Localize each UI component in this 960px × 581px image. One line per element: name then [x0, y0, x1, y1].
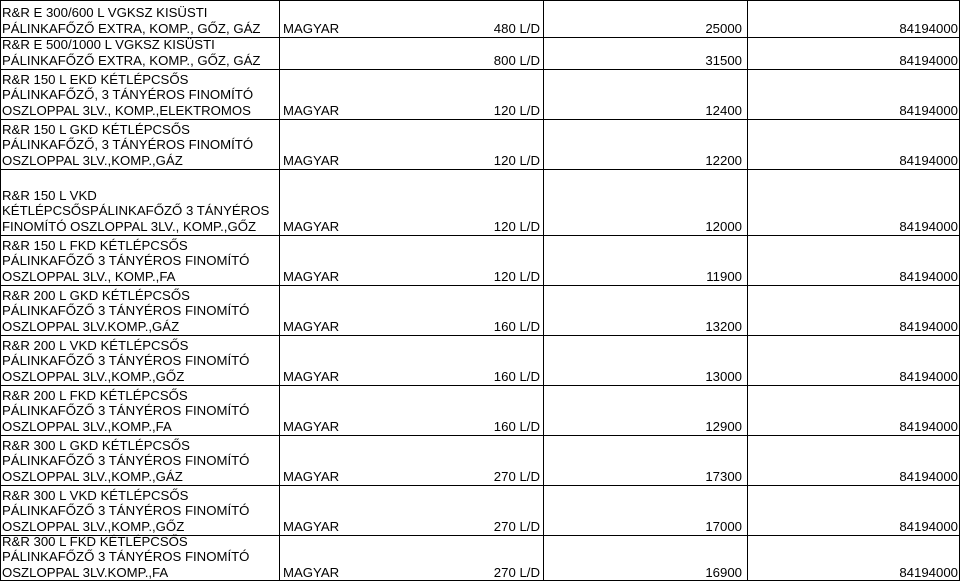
product-name-line: PÁLINKAFŐZŐ 3 TÁNYÉROS FINOMÍTÓ	[2, 253, 250, 268]
product-name-cell	[2, 238, 277, 285]
capacity-cell: 270 L/D	[493, 468, 540, 484]
origin-cell: MAGYAR	[283, 20, 340, 36]
capacity-cell: 120 L/D	[493, 102, 540, 118]
table-row	[0, 485, 960, 535]
price-cell: 12900	[705, 418, 742, 434]
capacity-cell: 120 L/D	[493, 152, 540, 168]
origin-cell: MAGYAR	[283, 368, 340, 384]
product-name-line: R&R 150 L EKD KÉTLÉPCSŐS	[2, 71, 189, 87]
product-name-line: PÁLINKAFŐZŐ EXTRA, KOMP., GŐZ, GÁZ	[2, 52, 261, 68]
product-name-line: OSZLOPPAL 3LV., KOMP.,FA	[2, 268, 176, 284]
origin-cell: MAGYAR	[283, 218, 340, 234]
product-name-line: R&R E 500/1000 L VGKSZ KISÜSTI	[2, 37, 215, 52]
product-name-line: OSZLOPPAL 3LV.KOMP.,FA	[2, 564, 169, 580]
product-name-line: OSZLOPPAL 3LV.,KOMP.,GÁZ	[2, 468, 183, 484]
product-name-line: R&R 300 L GKD KÉTLÉPCSŐS	[2, 437, 190, 453]
price-cell: 12400	[705, 102, 742, 118]
product-name-cell	[2, 438, 277, 485]
origin-cell: MAGYAR	[283, 318, 340, 334]
product-name-line: R&R 150 L VKD	[2, 187, 97, 203]
price-cell: 12000	[705, 218, 742, 234]
table-row	[0, 535, 960, 581]
origin-cell: MAGYAR	[283, 152, 340, 168]
product-name-cell	[2, 188, 277, 235]
customs-code-cell: 84194000	[899, 218, 958, 234]
product-name-cell	[2, 5, 277, 36]
product-name-line: PÁLINKAFŐZŐ 3 TÁNYÉROS FINOMÍTÓ	[2, 303, 250, 318]
origin-cell: MAGYAR	[283, 268, 340, 284]
product-name-line: PÁLINKAFŐZŐ EXTRA, KOMP., GŐZ, GÁZ	[2, 20, 261, 36]
customs-code-cell: 84194000	[899, 102, 958, 118]
capacity-cell: 270 L/D	[493, 564, 540, 580]
origin-cell: MAGYAR	[283, 468, 340, 484]
table-row	[0, 385, 960, 435]
origin-cell: MAGYAR	[283, 564, 340, 580]
origin-cell: MAGYAR	[283, 518, 340, 534]
product-name-line: OSZLOPPAL 3LV.KOMP.,GÁZ	[2, 318, 180, 334]
product-name-line: PÁLINKAFŐZŐ 3 TÁNYÉROS FINOMÍTÓ	[2, 353, 250, 368]
product-name-line: R&R E 300/600 L VGKSZ KISÜSTI	[2, 5, 208, 20]
capacity-cell: 160 L/D	[493, 418, 540, 434]
table-row	[0, 37, 960, 69]
product-name-cell	[2, 388, 277, 435]
product-name-line: R&R 200 L GKD KÉTLÉPCSŐS	[2, 287, 190, 303]
product-name-line: R&R 150 L FKD KÉTLÉPCSŐS	[2, 237, 188, 253]
product-name-cell	[2, 288, 277, 335]
product-name-cell	[2, 534, 277, 581]
price-cell: 13200	[705, 318, 742, 334]
product-name-line: R&R 200 L VKD KÉTLÉPCSŐS	[2, 337, 189, 353]
capacity-cell: 480 L/D	[493, 20, 540, 36]
product-name-line: PÁLINKAFŐZŐ 3 TÁNYÉROS FINOMÍTÓ	[2, 403, 250, 418]
product-name-line: PÁLINKAFŐZŐ, 3 TÁNYÉROS FINOMÍTÓ	[2, 137, 254, 152]
table-row	[0, 335, 960, 385]
product-name-line: PÁLINKAFŐZŐ 3 TÁNYÉROS FINOMÍTÓ	[2, 503, 250, 518]
product-name-line: R&R 150 L GKD KÉTLÉPCSŐS	[2, 121, 190, 137]
customs-code-cell: 84194000	[899, 468, 958, 484]
product-name-line: R&R 200 L FKD KÉTLÉPCSŐS	[2, 387, 188, 403]
table-row	[0, 169, 960, 235]
origin-cell: MAGYAR	[283, 102, 340, 118]
product-name-line: OSZLOPPAL 3LV.,KOMP.,GŐZ	[2, 518, 185, 534]
price-cell: 13000	[705, 368, 742, 384]
table-row	[0, 119, 960, 169]
price-cell: 11900	[706, 268, 742, 284]
customs-code-cell: 84194000	[899, 418, 958, 434]
origin-cell: MAGYAR	[283, 418, 340, 434]
customs-code-cell: 84194000	[899, 564, 958, 580]
table-row	[0, 235, 960, 285]
capacity-cell: 120 L/D	[493, 268, 540, 284]
product-name-line: R&R 300 L VKD KÉTLÉPCSŐS	[2, 487, 189, 503]
product-name-line: OSZLOPPAL 3LV., KOMP.,ELEKTROMOS	[2, 102, 251, 118]
product-name-cell	[2, 488, 277, 535]
product-name-cell	[2, 122, 277, 169]
customs-code-cell: 84194000	[899, 518, 958, 534]
capacity-cell: 800 L/D	[493, 52, 540, 68]
customs-code-cell: 84194000	[899, 152, 958, 168]
product-name-line: FINOMÍTÓ OSZLOPPAL 3LV., KOMP.,GŐZ	[2, 218, 257, 234]
table-row	[0, 0, 960, 37]
customs-code-cell: 84194000	[899, 268, 958, 284]
capacity-cell: 160 L/D	[493, 318, 540, 334]
customs-code-cell: 84194000	[899, 20, 958, 36]
price-cell: 31500	[705, 52, 742, 68]
product-name-line: R&R 300 L FKD KÉTLÉPCSŐS	[2, 533, 188, 549]
product-name-line: PÁLINKAFŐZŐ 3 TÁNYÉROS FINOMÍTÓ	[2, 549, 250, 564]
capacity-cell: 160 L/D	[493, 368, 540, 384]
capacity-cell: 120 L/D	[493, 218, 540, 234]
table-row	[0, 435, 960, 485]
product-name-line: PÁLINKAFŐZŐ, 3 TÁNYÉROS FINOMÍTÓ	[2, 87, 254, 102]
table-row	[0, 69, 960, 119]
price-cell: 16900	[705, 564, 742, 580]
product-name-cell	[2, 338, 277, 385]
price-cell: 12200	[705, 152, 742, 168]
capacity-cell: 270 L/D	[493, 518, 540, 534]
price-cell: 17300	[705, 468, 742, 484]
customs-code-cell: 84194000	[899, 52, 958, 68]
product-name-line: OSZLOPPAL 3LV.,KOMP.,GŐZ	[2, 368, 185, 384]
price-cell: 25000	[705, 20, 742, 36]
product-name-line: OSZLOPPAL 3LV.,KOMP.,GÁZ	[2, 152, 183, 168]
product-name-cell	[2, 72, 277, 119]
customs-code-cell: 84194000	[899, 368, 958, 384]
price-cell: 17000	[705, 518, 742, 534]
table-row	[0, 285, 960, 335]
product-name-line: KÉTLÉPCSŐSPÁLINKAFŐZŐ 3 TÁNYÉROS	[2, 203, 270, 218]
customs-code-cell: 84194000	[899, 318, 958, 334]
product-name-line: OSZLOPPAL 3LV.,KOMP.,FA	[2, 418, 172, 434]
product-name-cell	[2, 37, 277, 68]
product-name-line: PÁLINKAFŐZŐ 3 TÁNYÉROS FINOMÍTÓ	[2, 453, 250, 468]
